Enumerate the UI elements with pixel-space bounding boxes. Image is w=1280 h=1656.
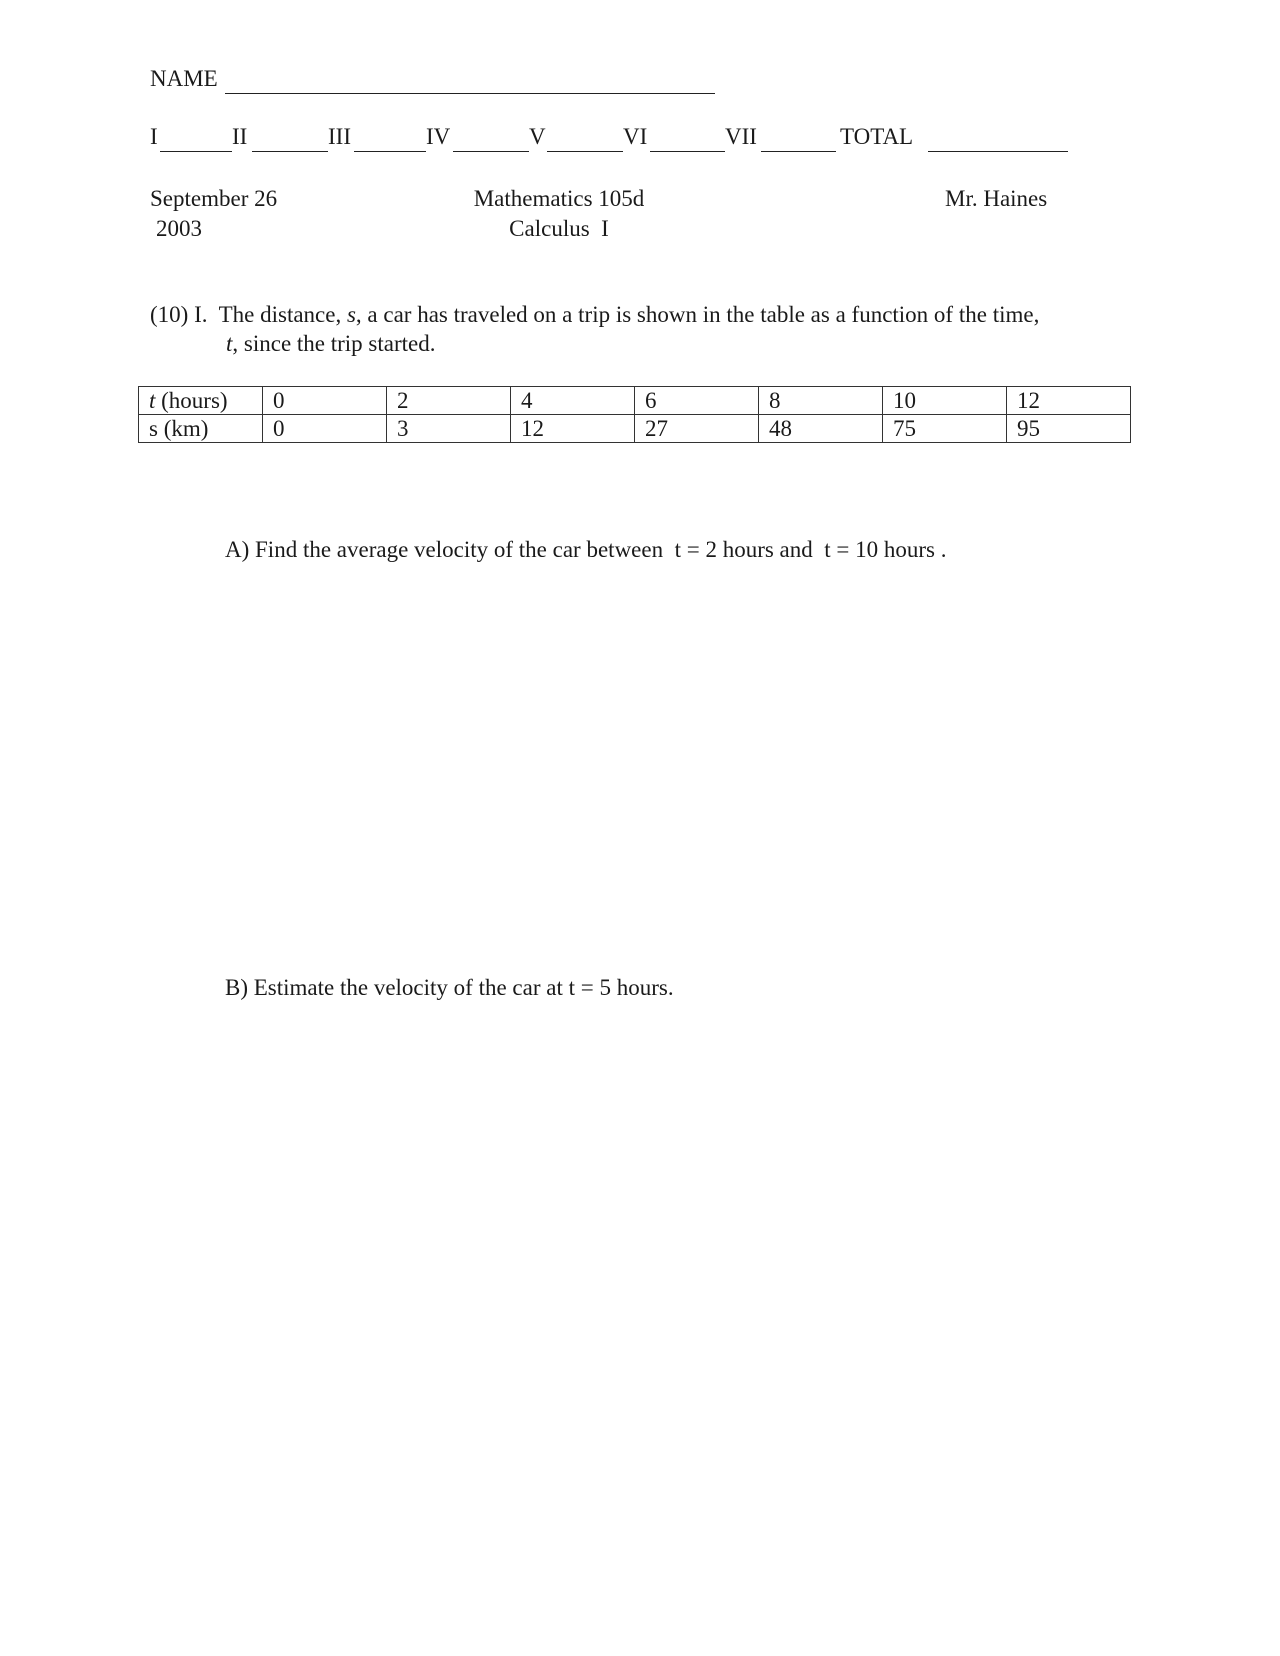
table-cell: 27 (635, 415, 759, 443)
score-blank-iii[interactable] (354, 151, 426, 152)
score-label-iv: IV (426, 124, 451, 149)
table-row-header-s: s (km) (139, 415, 263, 443)
problem-text-b: , a car has traveled on a trip is shown in the table as a function of the time, (355, 302, 1040, 327)
score-blank-v[interactable] (547, 151, 623, 152)
score-blank-vii[interactable] (761, 151, 836, 152)
problem-number: I. (194, 302, 208, 327)
problem-points: (10) (150, 302, 189, 327)
score-label-i: I (150, 124, 158, 149)
score-label-vi: VI (623, 124, 648, 149)
score-label-iii: III (328, 124, 351, 149)
date-line-1: September 26 (150, 186, 278, 211)
table-cell: 48 (759, 415, 883, 443)
course-line-2: Calculus I (509, 216, 609, 241)
table-cell: 0 (263, 387, 387, 415)
table-cell: 2 (387, 387, 511, 415)
problem-line-1 (150, 300, 1039, 329)
table-cell: 12 (511, 415, 635, 443)
question-part-b: B) Estimate the velocity of the car at t = 5 hours. (225, 975, 674, 1000)
score-blank-vi[interactable] (650, 151, 725, 152)
name-label: NAME (150, 66, 218, 91)
problem-text-a: The distance, (218, 302, 347, 327)
var-t: t (226, 331, 233, 356)
problem-statement (150, 300, 1039, 358)
question-part-a: A) Find the average velocity of the car between t = 2 hours and t = 10 hours . (225, 537, 947, 562)
table-row (139, 387, 1131, 415)
score-blank-iv[interactable] (453, 151, 529, 152)
total-label: TOTAL (840, 124, 914, 149)
table-cell: 0 (263, 415, 387, 443)
problem-line-2 (150, 329, 1039, 358)
table-cell: 12 (1007, 387, 1131, 415)
table-cell: 10 (883, 387, 1007, 415)
table-row (139, 415, 1131, 443)
table-row-header-t: t (hours) (139, 387, 263, 415)
score-blank-i[interactable] (160, 151, 232, 152)
problem-text-line2: , since the trip started. (232, 331, 436, 356)
score-label-v: V (529, 124, 546, 149)
score-label-vii: VII (725, 124, 757, 149)
var-s: s (346, 302, 356, 327)
table-cell: 75 (883, 415, 1007, 443)
score-blank-ii[interactable] (252, 151, 328, 152)
course-line-1: Mathematics 105d (473, 186, 645, 211)
total-blank[interactable] (928, 151, 1068, 152)
exam-date (150, 184, 277, 244)
table-cell: 8 (759, 387, 883, 415)
distance-time-table (138, 386, 1131, 443)
date-line-2: 2003 (156, 216, 202, 241)
table-cell: 4 (511, 387, 635, 415)
table-cell: 6 (635, 387, 759, 415)
name-blank-line[interactable] (225, 93, 715, 94)
course-title (464, 184, 654, 244)
table-cell: 95 (1007, 415, 1131, 443)
instructor-name: Mr. Haines (945, 186, 1048, 211)
table-cell: 3 (387, 415, 511, 443)
score-label-ii: II (232, 124, 248, 149)
